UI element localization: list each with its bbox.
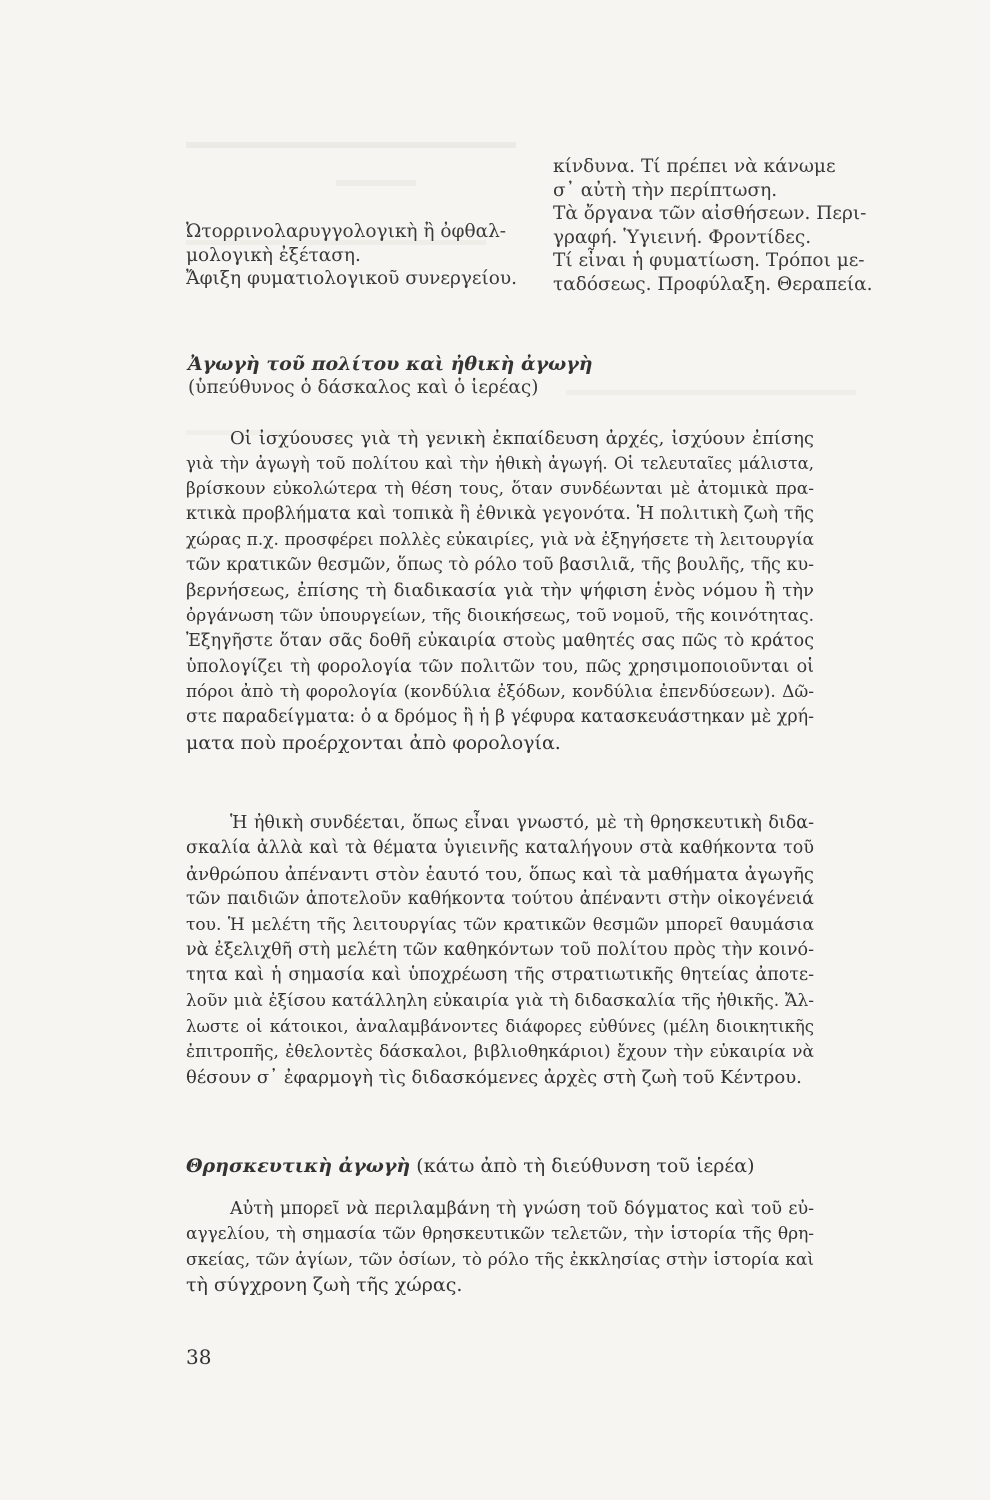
left-column-line: μολογικὴ ἐξέταση. (186, 244, 361, 266)
text-line: στε παραδείγματα: ὁ α δρόμος ἢ ἡ β γέφυρα κατασκευάστηκαν μὲ χρή- (186, 707, 815, 728)
left-column-line: Ὠτορρινολαρυγγολογικὴ ἢ ὀφθαλ- (186, 221, 507, 242)
right-column-line: Τί εἶναι ἡ φυματίωση. Τρόποι με- (553, 250, 865, 271)
text-line: κτικὰ προβλήματα καὶ τοπικὰ ἢ ἐθνικὰ γεγονότα. Ἡ πολιτικὴ ζωὴ τῆς (186, 504, 814, 525)
right-column-line: σ᾽ αὐτὴ τὴν περίπτωση. (553, 179, 778, 201)
text-line: τητα καὶ ἡ σημασία καὶ ὑποχρέωση τῆς στρατιωτικῆς θητείας ἀποτε- (186, 965, 814, 986)
text-line: τῶν παιδιῶν ἀποτελοῦν καθήκοντα τούτου ἀπέναντι στὴν οἰκογένειά (186, 889, 814, 910)
section-subheading-text: (κάτω ἀπὸ τὴ διεύθυνση τοῦ ἱερέα) (416, 1155, 755, 1177)
text-line: ὀργάνωση τῶν ὑπουργείων, τῆς διοικήσεως, τοῦ νομοῦ, τῆς κοινότητας. (186, 605, 814, 626)
text-line: γιὰ τὴν ἀγωγὴ τοῦ πολίτου καὶ τὴν ἠθικὴ ἀγωγή. Οἱ τελευταῖες μάλιστα, (186, 454, 814, 474)
right-column-line: κίνδυνα. Τί πρέπει νὰ κάνωμε (553, 156, 836, 177)
text-line: ἐπιτροπῆς, ἐθελοντὲς δάσκαλοι, βιβλιοθηκάριοι) ἔχουν τὴν εὐκαιρία νὰ (186, 1041, 814, 1062)
left-column-list (186, 220, 517, 291)
section-subheading-civic-education: (ὑπεύθυνος ὁ δάσκαλος καὶ ὁ ἱερέας) (188, 377, 539, 398)
text-line: ματα ποὺ προέρχονται ἀπὸ φορολογία. (186, 731, 561, 754)
right-column-line: ταδόσεως. Προφύλαξη. Θεραπεία. (553, 273, 873, 295)
text-line: ὑπολογίζει τὴ φορολογία τῶν πολιτῶν του, πῶς χρησιμοποιοῦνται οἱ (186, 656, 814, 677)
right-column-list (553, 155, 873, 296)
text-line: τὴ σύγχρονη ζωὴ τῆς χώρας. (186, 1274, 463, 1297)
text-line: βρίσκουν εὐκολώτερα τὴ θέση τους, ὅταν συνδέωνται μὲ ἀτομικὰ πρα- (186, 478, 814, 499)
text-line: λοῦν μιὰ ἐξίσου κατάλληλη εὐκαιρία γιὰ τὴ διδασκαλία τῆς ἠθικῆς. Ἄλ- (186, 990, 814, 1011)
left-column-line: Ἄφιξη φυματιολογικοῦ συνεργείου. (186, 268, 518, 289)
paragraph-ethics (186, 811, 814, 1090)
text-line: ἀνθρώπου ἀπέναντι στὸν ἑαυτό του, ὅπως καὶ τὰ μαθήματα ἀγωγῆς (186, 863, 814, 885)
text-line: θέσουν σ᾽ ἐφαρμογὴ τὶς διδασκόμενες ἀρχὲς στὴ ζωὴ τοῦ Κέντρου. (186, 1067, 802, 1089)
paragraph-religious-education (186, 1197, 814, 1299)
text-line: σκαλία ἀλλὰ καὶ τὰ θέματα ὑγιεινῆς καταλήγουν στὰ καθήκοντα τοῦ (186, 838, 814, 859)
text-line: Ἡ ἠθικὴ συνδέεται, ὅπως εἶναι γνωστό, μὲ τὴ θρησκευτικὴ διδα- (230, 813, 814, 833)
section-heading-religious-education (186, 1155, 755, 1177)
section-heading-text: Θρησκευτικὴ ἀγωγὴ (186, 1155, 411, 1177)
text-line: Οἱ ἰσχύουσες γιὰ τὴ γενικὴ ἐκπαίδευση ἀρχές, ἰσχύουν ἐπίσης (230, 428, 814, 449)
text-line: χώρας π.χ. προσφέρει πολλὲς εὐκαιρίες, γιὰ νὰ ἐξηγήσετε τὴ λειτουργία (186, 529, 814, 550)
section-heading-civic-education: Ἀγωγὴ τοῦ πολίτου καὶ ἠθικὴ ἀγωγὴ (188, 353, 593, 375)
text-line: πόροι ἀπὸ τὴ φορολογία (κονδύλια ἐξόδων, κονδύλια ἐπενδύσεων). Δῶ- (186, 682, 814, 703)
right-column-line: Τὰ ὄργανα τῶν αἰσθήσεων. Περι- (553, 203, 867, 224)
text-line: σκείας, τῶν ἁγίων, τῶν ὁσίων, τὸ ρόλο τῆς ἐκκλησίας στὴν ἱστορία καὶ (186, 1249, 814, 1270)
text-line: Ἐξηγῆστε ὅταν σᾶς δοθῆ εὐκαιρία στοὺς μαθητές σας πῶς τὸ κράτος (186, 631, 814, 652)
text-line: τῶν κρατικῶν θεσμῶν, ὅπως τὸ ρόλο τοῦ βασιλιᾶ, τῆς βουλῆς, τῆς κυ- (186, 555, 814, 576)
text-line: νὰ ἐξελιχθῆ στὴ μελέτη τῶν καθηκόντων τοῦ πολίτου πρὸς τὴν κοινό- (186, 940, 814, 961)
right-column-line: γραφή. Ὑγιεινή. Φροντίδες. (553, 226, 812, 248)
text-line: βερνήσεως, ἐπίσης τὴ διαδικασία γιὰ τὴν ψήφιση ἑνὸς νόμου ἢ τὴν (186, 580, 814, 602)
page-number: 38 (186, 1345, 212, 1369)
text-line: του. Ἡ μελέτη τῆς λειτουργίας τῶν κρατικῶν θεσμῶν μπορεῖ θαυμάσια (186, 914, 814, 935)
text-line: Αὐτὴ μπορεῖ νὰ περιλαμβάνη τὴ γνώση τοῦ δόγματος καὶ τοῦ εὐ- (230, 1199, 814, 1219)
text-line: αγγελίου, τὴ σημασία τῶν θρησκευτικῶν τελετῶν, τὴν ἱστορία τῆς θρη- (186, 1224, 814, 1245)
paragraph-civic-education (186, 426, 814, 756)
text-line: λωστε οἱ κάτοικοι, ἀναλαμβάνοντες διάφορες εὐθύνες (μέλη διοικητικῆς (186, 1017, 814, 1037)
